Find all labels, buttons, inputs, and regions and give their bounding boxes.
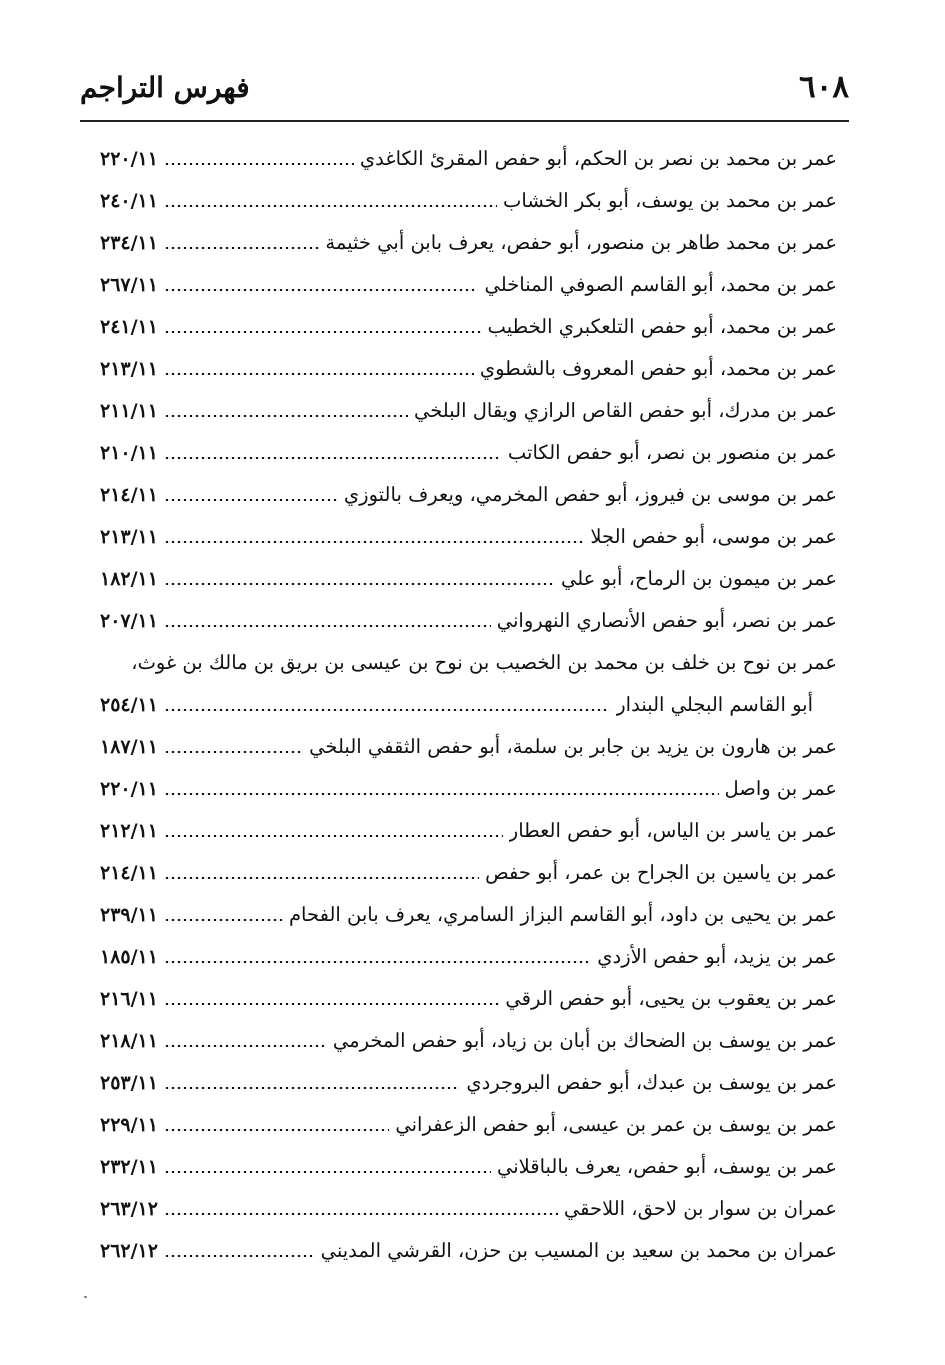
entry-reference: ٢٦٣/١٢ xyxy=(100,1198,158,1220)
index-entry xyxy=(100,600,837,642)
entry-name: عمر بن نوح بن خلف بن محمد بن الخصيب بن نوح بن عيسى بن بريق بن مالك بن غوث، xyxy=(131,651,837,674)
entry-name: عمر بن يوسف، أبو حفص، يعرف بالباقلاني xyxy=(496,1155,837,1178)
entry-reference: ٢٥٣/١١ xyxy=(100,1072,158,1094)
index-entry xyxy=(100,138,837,180)
entry-name: عمر بن ميمون بن الرماح، أبو علي xyxy=(560,567,837,590)
entry-name: عمر بن موسى، أبو حفص الجلا xyxy=(590,525,837,548)
entry-reference: ٢٤١/١١ xyxy=(100,316,158,338)
entry-name: عمر بن محمد، أبو القاسم الصوفي المناخلي xyxy=(484,273,837,296)
entry-reference: ٢٣٤/١١ xyxy=(100,232,158,254)
entry-reference: ٢١٨/١١ xyxy=(100,1030,158,1052)
entry-name: عمر بن يوسف بن عمر بن عيسى، أبو حفص الزعفراني xyxy=(395,1113,837,1136)
entry-name: عمر بن يعقوب بن يحيى، أبو حفص الرقي xyxy=(505,987,837,1010)
entry-reference: ٢١٠/١١ xyxy=(100,442,158,464)
entry-name: عمران بن سوار بن لاحق، اللاحقي xyxy=(563,1197,837,1220)
dot-leader xyxy=(164,877,479,879)
index-entry xyxy=(100,936,837,978)
index-entry-continuation xyxy=(100,684,837,726)
entry-reference: ٢٣٩/١١ xyxy=(100,904,158,926)
index-entry xyxy=(100,810,837,852)
index-entry xyxy=(100,1230,837,1272)
index-entry xyxy=(100,474,837,516)
dot-leader xyxy=(164,205,497,207)
entry-reference: ٢٢٠/١١ xyxy=(100,148,158,170)
dot-leader xyxy=(164,289,479,291)
entry-name: عمر بن محمد، أبو حفص التلعكبري الخطيب xyxy=(487,315,837,338)
dot-leader xyxy=(164,1045,327,1047)
index-entry xyxy=(100,516,837,558)
entry-name: عمر بن موسى بن فيروز، أبو حفص المخرمي، ويعرف بالتوزي xyxy=(343,483,837,506)
entry-name: عمر بن واصل xyxy=(724,777,837,800)
header-rule xyxy=(80,120,849,122)
page-header xyxy=(80,62,849,112)
biography-index xyxy=(100,138,837,1272)
index-entry xyxy=(100,180,837,222)
dot-leader xyxy=(164,793,719,795)
scan-speck xyxy=(84,1296,87,1298)
index-entry xyxy=(100,1146,837,1188)
dot-leader xyxy=(164,373,474,375)
index-entry xyxy=(100,222,837,264)
entry-name: عمر بن ياسر بن الياس، أبو حفص العطار xyxy=(508,819,837,842)
entry-reference: ٢١١/١١ xyxy=(100,400,158,422)
dot-leader xyxy=(164,583,555,585)
index-entry xyxy=(100,1104,837,1146)
entry-reference: ٢١٣/١١ xyxy=(100,526,158,548)
index-entry xyxy=(100,894,837,936)
dot-leader xyxy=(164,961,591,963)
entry-reference: ٢١٤/١١ xyxy=(100,862,158,884)
dot-leader xyxy=(164,541,584,543)
entry-reference: ٢٤٠/١١ xyxy=(100,190,158,212)
dot-leader xyxy=(164,1129,389,1131)
dot-leader xyxy=(164,1087,460,1089)
running-title: فهرس التراجم xyxy=(80,70,250,104)
index-entry-wrapped xyxy=(100,642,837,684)
dot-leader xyxy=(164,247,319,249)
entry-name: عمر بن محمد بن نصر بن الحكم، أبو حفص المقرئ الكاغدي xyxy=(359,147,837,170)
entry-name: عمر بن محمد بن يوسف، أبو بكر الخشاب xyxy=(503,189,837,212)
index-entry xyxy=(100,852,837,894)
entry-name: عمر بن يزيد، أبو حفص الأزدي xyxy=(597,945,837,968)
index-entry xyxy=(100,1020,837,1062)
index-entry xyxy=(100,306,837,348)
entry-reference: ١٨٧/١١ xyxy=(100,736,158,758)
entry-name: أبو القاسم البجلي البندار xyxy=(616,693,813,716)
page-number: ٦٠٨ xyxy=(799,69,849,105)
entry-reference: ٢٢٠/١١ xyxy=(100,778,158,800)
dot-leader xyxy=(164,919,283,921)
entry-reference: ١٨٥/١١ xyxy=(100,946,158,968)
entry-name: عمر بن يوسف بن عبدك، أبو حفص البروجردي xyxy=(466,1071,837,1094)
index-entry xyxy=(100,390,837,432)
index-entry xyxy=(100,1188,837,1230)
entry-reference: ٢٢٩/١١ xyxy=(100,1114,158,1136)
index-entry xyxy=(100,264,837,306)
entry-name: عمر بن هارون بن يزيد بن جابر بن سلمة، أبو حفص الثقفي البلخي xyxy=(309,735,837,758)
dot-leader xyxy=(164,457,502,459)
dot-leader xyxy=(164,499,338,501)
dot-leader xyxy=(164,415,408,417)
entry-reference: ٢١٢/١١ xyxy=(100,820,158,842)
dot-leader xyxy=(164,1213,558,1215)
entry-reference: ٢٥٤/١١ xyxy=(100,694,158,716)
dot-leader xyxy=(164,1003,499,1005)
dot-leader xyxy=(164,709,610,711)
entry-name: عمر بن مدرك، أبو حفص القاص الرازي ويقال البلخي xyxy=(413,399,837,422)
dot-leader xyxy=(164,163,354,165)
dot-leader xyxy=(164,625,491,627)
index-entry xyxy=(100,1062,837,1104)
dot-leader xyxy=(164,1171,491,1173)
entry-name: عمران بن محمد بن سعيد بن المسيب بن حزن، القرشي المديني xyxy=(320,1239,837,1262)
entry-reference: ٢٦٧/١١ xyxy=(100,274,158,296)
dot-leader xyxy=(164,1255,315,1257)
index-entry xyxy=(100,768,837,810)
entry-name: عمر بن ياسين بن الجراح بن عمر، أبو حفص xyxy=(485,861,837,884)
entry-reference: ٢٠٧/١١ xyxy=(100,610,158,632)
index-entry xyxy=(100,726,837,768)
entry-reference: ٢١٣/١١ xyxy=(100,358,158,380)
entry-name: عمر بن محمد طاهر بن منصور، أبو حفص، يعرف بابن أبي خثيمة xyxy=(325,231,837,254)
entry-reference: ١٨٢/١١ xyxy=(100,568,158,590)
dot-leader xyxy=(164,835,503,837)
index-entry xyxy=(100,558,837,600)
index-entry xyxy=(100,978,837,1020)
dot-leader xyxy=(164,751,303,753)
entry-name: عمر بن نصر، أبو حفص الأنصاري النهرواني xyxy=(496,609,837,632)
entry-name: عمر بن يوسف بن الضحاك بن أبان بن زياد، أبو حفص المخرمي xyxy=(332,1029,837,1052)
entry-reference: ٢١٤/١١ xyxy=(100,484,158,506)
entry-name: عمر بن يحيى بن داود، أبو القاسم البزاز السامري، يعرف بابن الفحام xyxy=(288,903,837,926)
entry-reference: ٢١٦/١١ xyxy=(100,988,158,1010)
entry-reference: ٢٣٢/١١ xyxy=(100,1156,158,1178)
entry-reference: ٢٦٢/١٢ xyxy=(100,1240,158,1262)
index-entry xyxy=(100,432,837,474)
entry-name: عمر بن منصور بن نصر، أبو حفص الكاتب xyxy=(507,441,837,464)
dot-leader xyxy=(164,331,482,333)
index-entry xyxy=(100,348,837,390)
entry-name: عمر بن محمد، أبو حفص المعروف بالشطوي xyxy=(479,357,837,380)
